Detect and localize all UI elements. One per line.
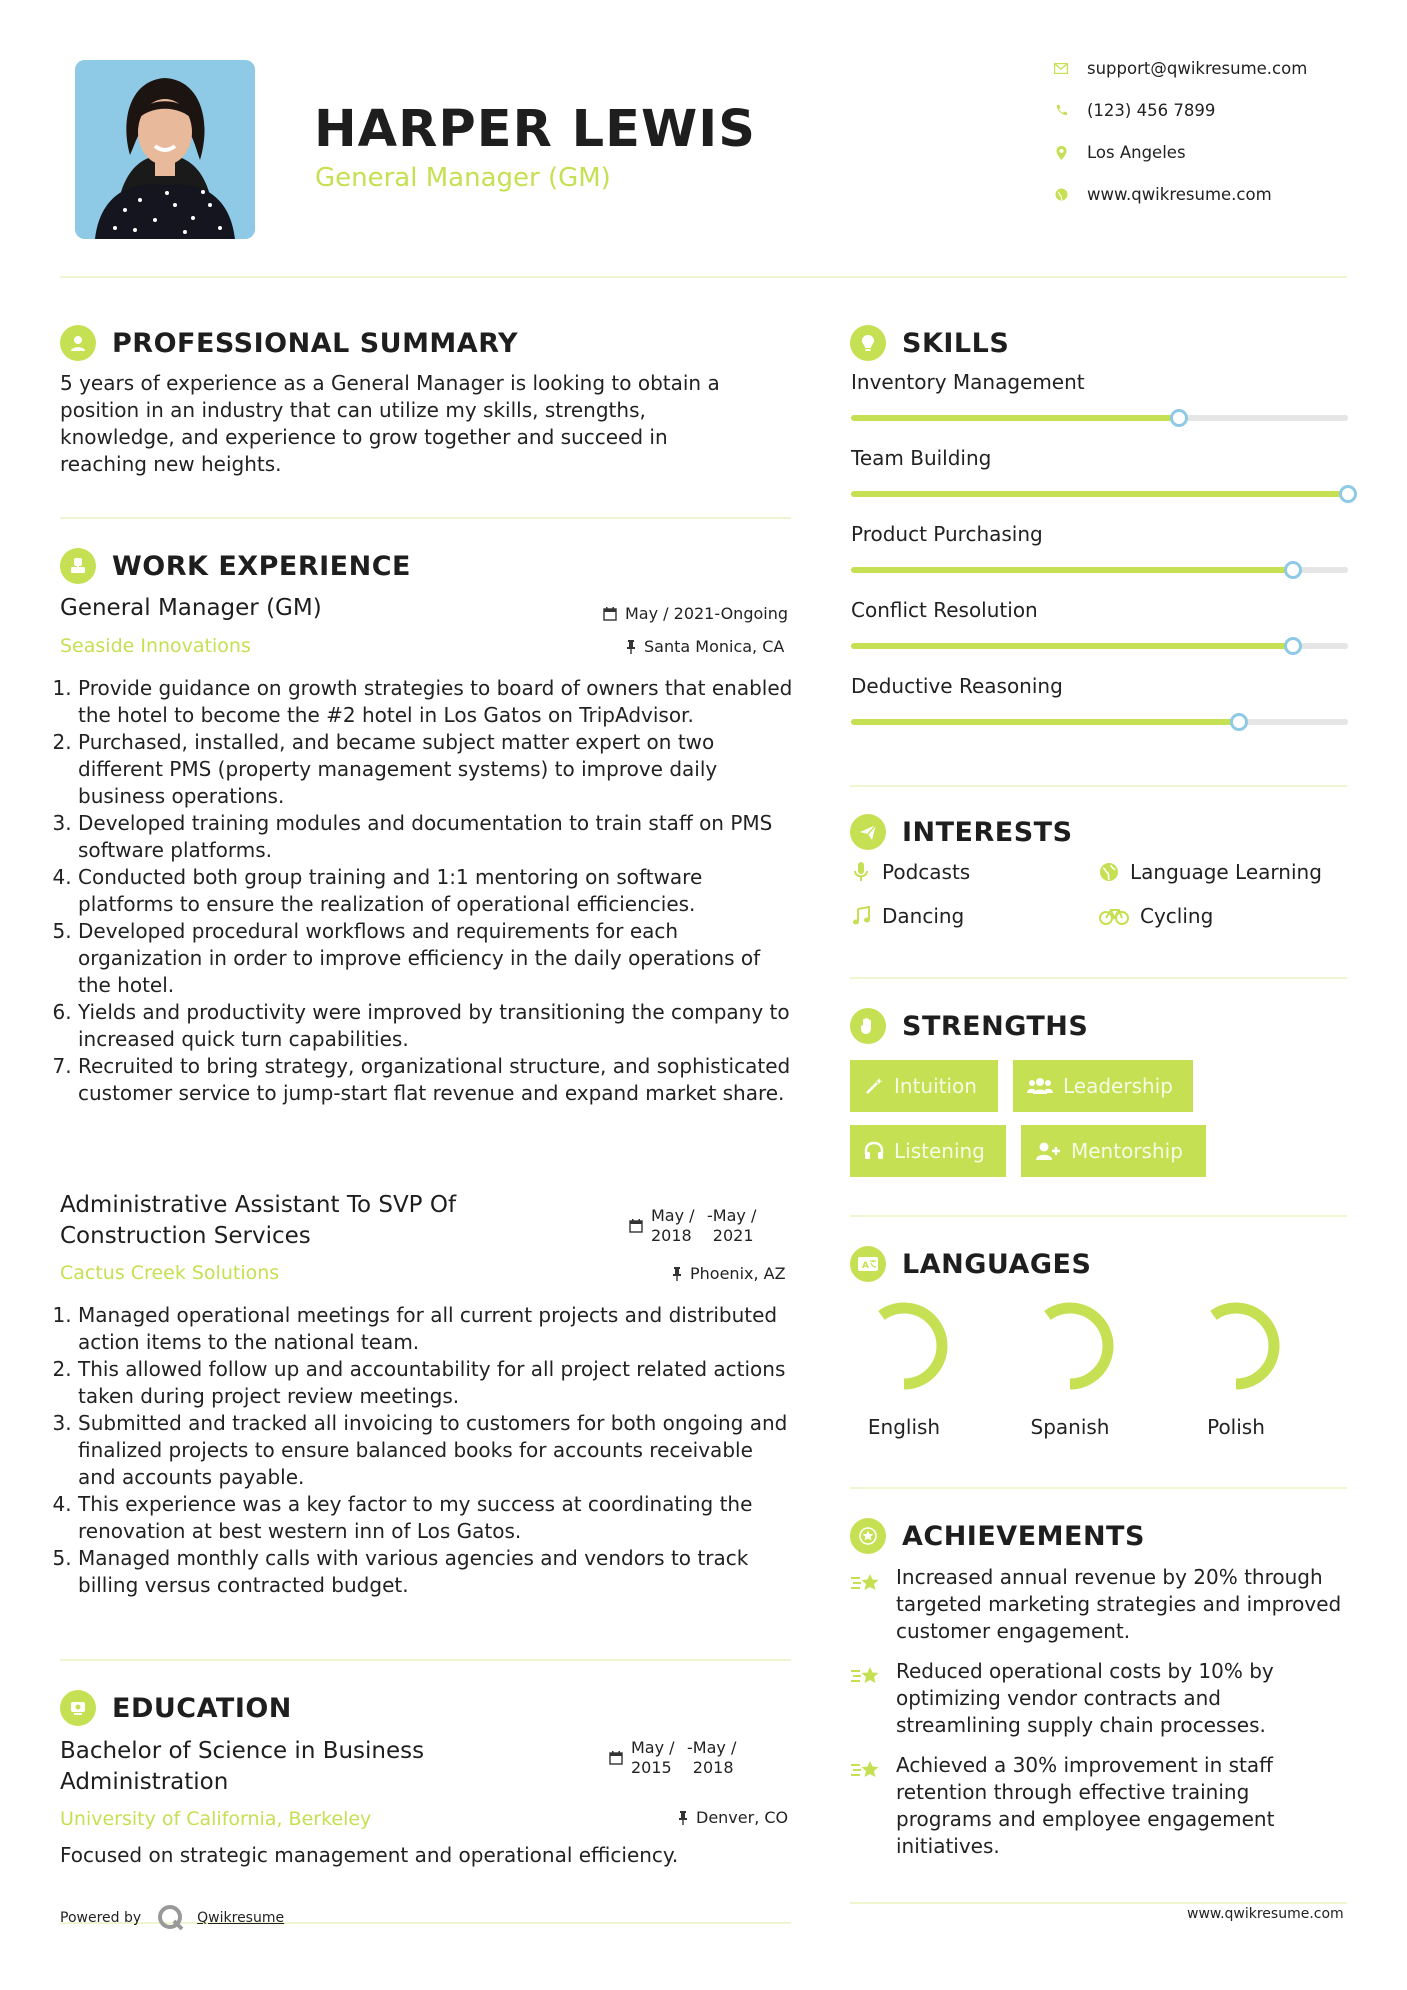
job-date-end: May / 2021 (712, 1206, 757, 1245)
shooting-star-icon (850, 1757, 882, 1787)
contact-location (1053, 143, 1186, 162)
lightbulb-icon (850, 325, 886, 361)
section-title: ACHIEVEMENTS (902, 1520, 1145, 1552)
skill-level-fill (851, 415, 1179, 421)
skill-level-bar (851, 491, 1348, 497)
education-location-text: Denver, CO (696, 1808, 789, 1827)
calendar-icon (609, 1751, 623, 1765)
star-badge-icon (850, 1518, 886, 1554)
list-item: 3. Submitted and tracked all invoicing to customers for both ongoing and finalized projects to ensure balanced books for accounts receivable and accounts payable. (78, 1410, 795, 1491)
section-title: INTERESTS (902, 816, 1073, 848)
svg-text:A: A (862, 1261, 869, 1271)
section-professional-summary (60, 325, 518, 361)
section-title: PROFESSIONAL SUMMARY (112, 327, 519, 359)
translate-icon (850, 1246, 886, 1282)
shooting-star-icon (850, 1663, 882, 1693)
section-title: LANGUAGES (902, 1248, 1092, 1280)
interest-label: Language Learning (1130, 860, 1322, 884)
skill-label: Product Purchasing (851, 522, 1043, 546)
divider (850, 785, 1347, 787)
pin-icon (678, 1811, 688, 1825)
list-item: 4. Conducted both group training and 1:1 mentoring on software platforms to ensure the realization of operational efficiencies. (78, 864, 795, 918)
strength-chip (1021, 1125, 1206, 1177)
users-icon (1027, 1076, 1053, 1096)
skill-label: Deductive Reasoning (851, 674, 1063, 698)
job-location (626, 637, 784, 656)
language-level-arc (866, 1308, 942, 1384)
divider (60, 517, 791, 519)
qwikresume-logo-icon (157, 1904, 185, 1932)
contact-email-text: support@qwikresume.com (1087, 59, 1308, 78)
globe-icon (1098, 862, 1120, 882)
list-item: 4. This experience was a key factor to my success at coordinating the renovation at best western inn of Los Gatos. (78, 1491, 795, 1545)
skill-level-bar (851, 567, 1348, 573)
interest-label: Dancing (882, 904, 965, 928)
skill-level-fill (851, 643, 1293, 649)
hand-icon (850, 1008, 886, 1044)
skill-label: Conflict Resolution (851, 598, 1038, 622)
footer-website[interactable]: www.qwikresume.com (1187, 1906, 1344, 1922)
language-level-ring (1186, 1296, 1286, 1396)
microphone-icon (850, 862, 872, 882)
skill-level-fill (851, 491, 1348, 497)
skill-label: Team Building (851, 446, 992, 470)
mail-icon (1053, 61, 1069, 77)
skill-level-fill (851, 719, 1239, 725)
achievement-text: Increased annual revenue by 20% through targeted marketing strategies and improved customer engagement. (896, 1565, 1342, 1643)
list-item: 3. Developed training modules and documentation to train staff on PMS software platforms. (78, 810, 795, 864)
header-divider (60, 276, 1347, 278)
skill-level-knob (1284, 561, 1302, 579)
qwikresume-link[interactable]: Qwikresume (197, 1910, 285, 1926)
contact-phone[interactable] (1053, 101, 1215, 120)
list-item: 7. Recruited to bring strategy, organizational structure, and sophisticated customer service to jump-start flat revenue and expand market share. (78, 1053, 795, 1107)
skill-level-knob (1230, 713, 1248, 731)
divider (850, 1215, 1347, 1217)
skill-level-bar (851, 719, 1348, 725)
graduation-icon (60, 1690, 96, 1726)
language-level-ring (854, 1296, 954, 1396)
interest-label: Cycling (1140, 904, 1214, 928)
language-level-ring (1020, 1296, 1120, 1396)
skill-level-bar (851, 643, 1348, 649)
skill-label: Inventory Management (851, 370, 1085, 394)
bicycle-icon (1098, 907, 1130, 925)
school-name: University of California, Berkeley (60, 1808, 372, 1830)
education-location (678, 1808, 788, 1827)
briefcase-icon (60, 548, 96, 584)
section-strengths (850, 1008, 1088, 1044)
contact-website-text: www.qwikresume.com (1087, 185, 1272, 204)
footer-powered-by (60, 1904, 284, 1932)
paper-plane-icon (850, 814, 886, 850)
skill-level-knob (1339, 485, 1357, 503)
job-date-start: May / 2018 (651, 1206, 695, 1245)
section-title: SKILLS (902, 327, 1010, 359)
list-item: 5. Developed procedural workflows and requirements for each organization in order to improve efficiency in the daily operations of the hotel. (78, 918, 795, 999)
job-location-text: Phoenix, AZ (690, 1264, 786, 1283)
pin-icon (626, 640, 636, 654)
interest-item (1098, 860, 1322, 884)
job-company: Seaside Innovations (60, 635, 251, 657)
section-education (60, 1690, 292, 1726)
language-level-arc (1198, 1308, 1274, 1384)
job-title: General Manager (GM) (60, 595, 322, 621)
section-languages (850, 1246, 1091, 1282)
language-label: Spanish (1030, 1415, 1110, 1439)
candidate-name: HARPER LEWIS (314, 100, 756, 159)
section-title: WORK EXPERIENCE (112, 550, 411, 582)
pin-icon (672, 1267, 682, 1281)
list-item: 1. Managed operational meetings for all current projects and distributed action items to the national team. (78, 1302, 795, 1356)
strength-label: Listening (894, 1139, 985, 1163)
contact-location-text: Los Angeles (1087, 143, 1186, 162)
magic-wand-icon (864, 1076, 884, 1096)
job-location-text: Santa Monica, CA (644, 637, 785, 656)
list-item: 2. This allowed follow up and accountability for all project related actions taken during project review meetings. (78, 1356, 795, 1410)
achievement-text: Reduced operational costs by 10% by optimizing vendor contracts and streamlining supply chain processes. (896, 1659, 1274, 1737)
list-item: 2. Purchased, installed, and became subject matter expert on two different PMS (property management systems) to improve daily business operations. (78, 729, 795, 810)
user-icon (60, 325, 96, 361)
language-label: Polish (1207, 1415, 1265, 1439)
strength-label: Intuition (894, 1074, 977, 1098)
education-text: Focused on strategic management and operational efficiency. (60, 1843, 679, 1867)
section-title: STRENGTHS (902, 1010, 1089, 1042)
list-item: 6. Yields and productivity were improved by transitioning the company to increased quick turn capabilities. (78, 999, 795, 1053)
education-date-start: May / 2015 (631, 1738, 675, 1777)
contact-email[interactable] (1053, 59, 1307, 78)
profile-photo (75, 60, 255, 239)
divider (850, 1487, 1347, 1489)
job-title: Administrative Assistant To SVP Of Construction Services (60, 1192, 457, 1249)
section-interests (850, 814, 1073, 850)
education-date-end: May / 2018 (692, 1738, 737, 1777)
degree-title: Bachelor of Science in Business Administration (60, 1738, 425, 1795)
interest-label: Podcasts (882, 860, 971, 884)
contact-website[interactable] (1053, 185, 1272, 204)
candidate-role: General Manager (GM) (315, 163, 611, 193)
skill-level-knob (1170, 409, 1188, 427)
skill-level-bar (851, 415, 1348, 421)
divider (850, 1902, 1347, 1904)
strength-label: Leadership (1063, 1074, 1173, 1098)
language-label: English (867, 1415, 941, 1439)
interest-item (850, 860, 970, 884)
strength-label: Mentorship (1071, 1139, 1183, 1163)
user-plus-icon (1035, 1141, 1061, 1161)
job-date (603, 604, 788, 623)
strength-chip (1013, 1060, 1193, 1112)
headphones-icon (864, 1141, 884, 1161)
strength-chip (850, 1060, 998, 1112)
powered-by-label: Powered by (60, 1910, 142, 1926)
interest-item (850, 904, 964, 928)
strength-chip (850, 1125, 1006, 1177)
divider (850, 977, 1347, 979)
globe-icon (1053, 187, 1069, 203)
section-skills (850, 325, 1009, 361)
section-achievements (850, 1518, 1145, 1554)
job-location (672, 1264, 786, 1283)
location-pin-icon (1053, 145, 1069, 161)
skill-level-fill (851, 567, 1293, 573)
job-responsibilities (60, 675, 795, 1107)
calendar-icon (629, 1219, 643, 1233)
calendar-icon (603, 607, 617, 621)
list-item: 5. Managed monthly calls with various agencies and vendors to track billing versus contracted budget. (78, 1545, 795, 1599)
contact-phone-text: (123) 456 7899 (1087, 101, 1216, 120)
skill-level-knob (1284, 637, 1302, 655)
phone-icon (1053, 103, 1069, 119)
education-date: May / 2015 - May / 2018 (609, 1738, 745, 1778)
job-responsibilities (60, 1302, 795, 1599)
section-title: EDUCATION (112, 1692, 292, 1724)
interest-item (1098, 904, 1213, 928)
language-level-arc (1032, 1308, 1108, 1384)
list-item: 1. Provide guidance on growth strategies to board of owners that enabled the hotel to become the #2 hotel in Los Gatos on TripAdvisor. (78, 675, 795, 729)
job-date: May / 2018 - May / 2021 (629, 1206, 765, 1246)
job-company: Cactus Creek Solutions (60, 1262, 280, 1284)
music-note-icon (850, 906, 872, 926)
shooting-star-icon (850, 1570, 882, 1600)
summary-text: 5 years of experience as a General Manager is looking to obtain a position in an industry that can utilize my skills, strengths, knowledge, and experience to grow together and succeed in reaching new heights. (60, 371, 720, 476)
divider (60, 1659, 791, 1661)
achievement-text: Achieved a 30% improvement in staff retention through effective training programs and employee engagement initiatives. (896, 1753, 1275, 1858)
section-work-experience (60, 548, 411, 584)
job-date-text: May / 2021-Ongoing (625, 604, 788, 623)
